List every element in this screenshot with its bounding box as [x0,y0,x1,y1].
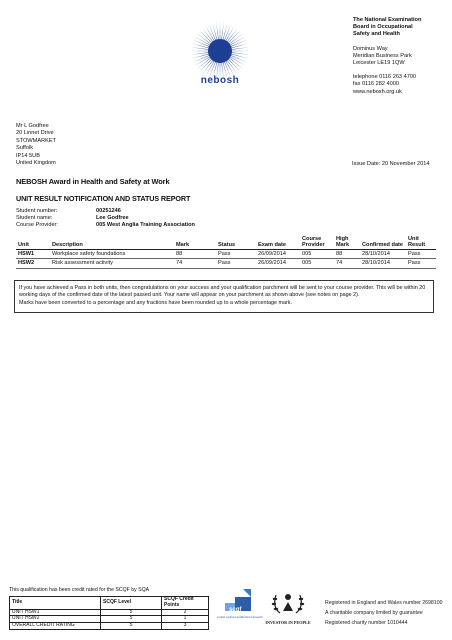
student-name: Lee Godfree [96,215,129,222]
table-cell: 2 [162,609,209,616]
table-cell: 28/10/2014 [360,259,406,268]
table-row [16,259,436,268]
table-cell: 5 [101,616,162,623]
table-cell: Workplace safety foundations [50,250,174,259]
org-name-line: Board in Occupational [353,24,413,31]
table-row [10,623,209,630]
table-cell: 5 [101,623,162,630]
student-number: 00251246 [96,208,121,214]
table-cell: 3 [162,623,209,630]
course-provider: 005 West Anglia Training Association [96,222,195,229]
table-cell: HSW2 [16,259,50,268]
table-cell: HSW1 [16,250,50,259]
credit-rating-note: This qualification has been credit rated for the SCQF by SQA [9,587,150,593]
registration-line: Registered charity number 1010444 [325,620,408,626]
pass-notice-box [14,280,434,313]
column-header: Title [10,597,101,610]
table-cell: 28/10/2014 [360,250,406,259]
table-cell: 88 [334,250,360,259]
unit-results-table [16,236,436,269]
org-name-line: The National Examination [353,17,422,23]
org-website: www.nebosh.org.uk [353,88,402,95]
column-header: Description [50,236,174,250]
table-header-row [10,597,209,610]
org-address-line: Meridian Business Park [353,52,412,59]
column-header: Status [216,236,256,250]
table-cell: Pass [406,259,436,268]
column-header: Unit [16,236,50,250]
organisation-details [353,17,448,96]
table-cell: 5 [101,609,162,616]
recipient-line: STOWMARKET [16,137,56,144]
table-cell: 74 [174,259,216,268]
notice-paragraph: If you have achieved a Pass in both units, then congratulations on your success and your qualification parchment will be sent to your course provider. This will be within 20 working days of the confirmed date of the latest passed unit. Your name will appear on your parchment as shown above (see notes on page 2). [19,285,426,298]
column-header: SCQF Credit Points [162,597,209,610]
notice-paragraph: Marks have been converted to a percentage and any fractions have been rounded up to a whole percentage mark. [19,300,293,307]
investors-in-people-logo [258,585,318,627]
registration-line: A charitable company limited by guarantee [325,610,423,616]
recipient-line: IP14 5UB [16,152,40,159]
scqf-logo-caption: scottish credit and qualifications framework [217,616,263,619]
table-cell: Pass [406,250,436,259]
table-row [16,250,436,259]
course-provider-label: Course Provider: [16,222,58,229]
student-number-label: Student number: [16,208,58,214]
scqf-logo-word: scqf [229,607,242,613]
table-cell: OVERALL CREDIT RATING [10,623,101,630]
nebosh-logo-word: nebosh [200,75,240,86]
recipient-line: United Kingdom [16,160,56,167]
recipient-line: Mr L Godfree [16,123,49,129]
table-cell: Pass [216,259,256,268]
student-details [16,208,195,230]
column-header: Course Provider [300,236,334,250]
table-cell: Pass [216,250,256,259]
table-header-row [16,236,436,250]
org-address-line: Leicester LE19 1QW [353,60,405,67]
org-name-line: Safety and Health [353,31,400,38]
column-header: High Mark [334,236,360,250]
table-cell: 88 [174,250,216,259]
org-fax: fax 0116 282 4000 [353,81,399,88]
report-title: UNIT RESULT NOTIFICATION AND STATUS REPORT [16,194,191,203]
recipient-line: Suffolk [16,145,33,152]
table-cell: 1 [162,616,209,623]
recipient-line: 20 Linnet Drive [16,130,54,137]
column-header: Mark [174,236,216,250]
recipient-address [16,123,56,167]
table-cell: 26/09/2014 [256,259,300,268]
scqf-credit-table [9,596,209,630]
table-cell: Risk assessment activity [50,259,174,268]
table-cell: 005 [300,250,334,259]
student-name-label: Student name: [16,215,53,222]
table-row [10,609,209,616]
scqf-logo [215,587,263,627]
table-cell: UNIT HSW1 [10,609,101,616]
org-address-line: Dominus Way [353,45,388,52]
award-title: NEBOSH Award in Health and Safety at Work [16,177,170,186]
column-header: Confirmed date [360,236,406,250]
table-cell: 26/09/2014 [256,250,300,259]
table-cell: 74 [334,259,360,268]
column-header: SCQF Level [101,597,162,610]
registration-details [325,598,442,628]
column-header: Exam date [256,236,300,250]
table-cell: 005 [300,259,334,268]
table-cell: UNIT HSW2 [10,616,101,623]
org-telephone: telephone 0116 263 4700 [353,74,417,81]
iip-caption: INVESTOR IN PEOPLE [265,620,311,625]
registration-line: Registered in England and Wales number 2698100 [325,600,443,606]
column-header: Unit Result [406,236,436,250]
issue-date: Issue Date: 20 November 2014 [352,161,430,167]
